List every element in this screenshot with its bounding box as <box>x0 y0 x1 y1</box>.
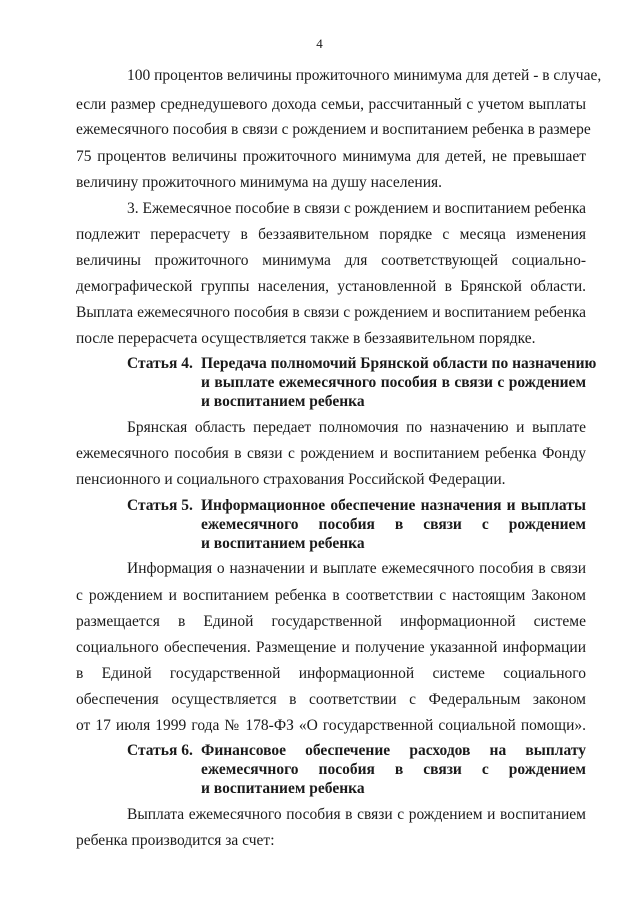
para4-line: социального обеспечения. Размещение и получение указанной информации <box>76 639 586 656</box>
article6-label: Статья 6. <box>127 742 193 759</box>
para2-line: после перерасчета осуществляется также в беззаявительном порядке. <box>76 330 536 347</box>
page-number: 4 <box>316 36 323 51</box>
article5-title-line: ежемесячного пособия в связи с рождением <box>201 516 586 533</box>
article4-label: Статья 4. <box>127 355 193 372</box>
article4-title-line: и выплате ежемесячного пособия в связи с рождением <box>201 374 586 391</box>
article6-title-line: Финансовое обеспечение расходов на выплату <box>201 742 586 759</box>
para2-line: величины прожиточного минимума для соответствующей социально- <box>76 252 586 269</box>
para2-line: подлежит перерасчету в беззаявительном порядке с месяца изменения <box>76 226 586 243</box>
article5-title-line: Информационное обеспечение назначения и выплаты <box>201 497 586 514</box>
para4-line: обеспечения осуществляется в соответствии с Федеральным законом <box>76 691 586 708</box>
article4-title-line: Передача полномочий Брянской области по назначению <box>201 355 597 372</box>
article5-title-line: и воспитанием ребенка <box>201 535 365 552</box>
para4-line: в Единой государственной информационной системе социального <box>76 665 586 682</box>
para1-line: 100 процентов величины прожиточного минимума для детей - в случае, <box>127 67 602 84</box>
para2-line: 3. Ежемесячное пособие в связи с рождением и воспитанием ребенка <box>127 200 586 217</box>
para1-line: ежемесячного пособия в связи с рождением и воспитанием ребенка в размере <box>76 121 591 138</box>
para3-line: ежемесячного пособия в связи с рождением и воспитанием ребенка Фонду <box>76 445 586 462</box>
para4-line: Информация о назначении и выплате ежемесячного пособия в связи <box>127 560 586 577</box>
article6-title-line: и воспитанием ребенка <box>201 780 365 797</box>
para2-line: демографической группы населения, установленной в Брянской области. <box>76 278 586 295</box>
para1-line: если размер среднедушевого дохода семьи, рассчитанный с учетом выплаты <box>76 96 586 113</box>
article5-label: Статья 5. <box>127 497 193 514</box>
para3-line: Брянская область передает полномочия по назначению и выплате <box>127 419 586 436</box>
article4-title-line: и воспитанием ребенка <box>201 393 365 410</box>
para5-line: Выплата ежемесячного пособия в связи с рождением и воспитанием <box>127 806 586 823</box>
para1-line: 75 процентов величины прожиточного минимума для детей, не превышает <box>76 148 586 165</box>
para3-line: пенсионного и социального страхования Российской Федерации. <box>76 471 506 488</box>
para4-line: от 17 июля 1999 года № 178-ФЗ «О государственной социальной помощи». <box>76 717 586 734</box>
para4-line: с рождением и воспитанием ребенка в соответствии с настоящим Законом <box>76 587 586 604</box>
para5-line: ребенка производится за счет: <box>76 832 275 849</box>
article6-title-line: ежемесячного пособия в связи с рождением <box>201 761 586 778</box>
para4-line: размещается в Единой государственной информационной системе <box>76 613 586 630</box>
para1-line: величину прожиточного минимума на душу населения. <box>76 174 442 191</box>
para2-line: Выплата ежемесячного пособия в связи с рождением и воспитанием ребенка <box>76 304 586 321</box>
